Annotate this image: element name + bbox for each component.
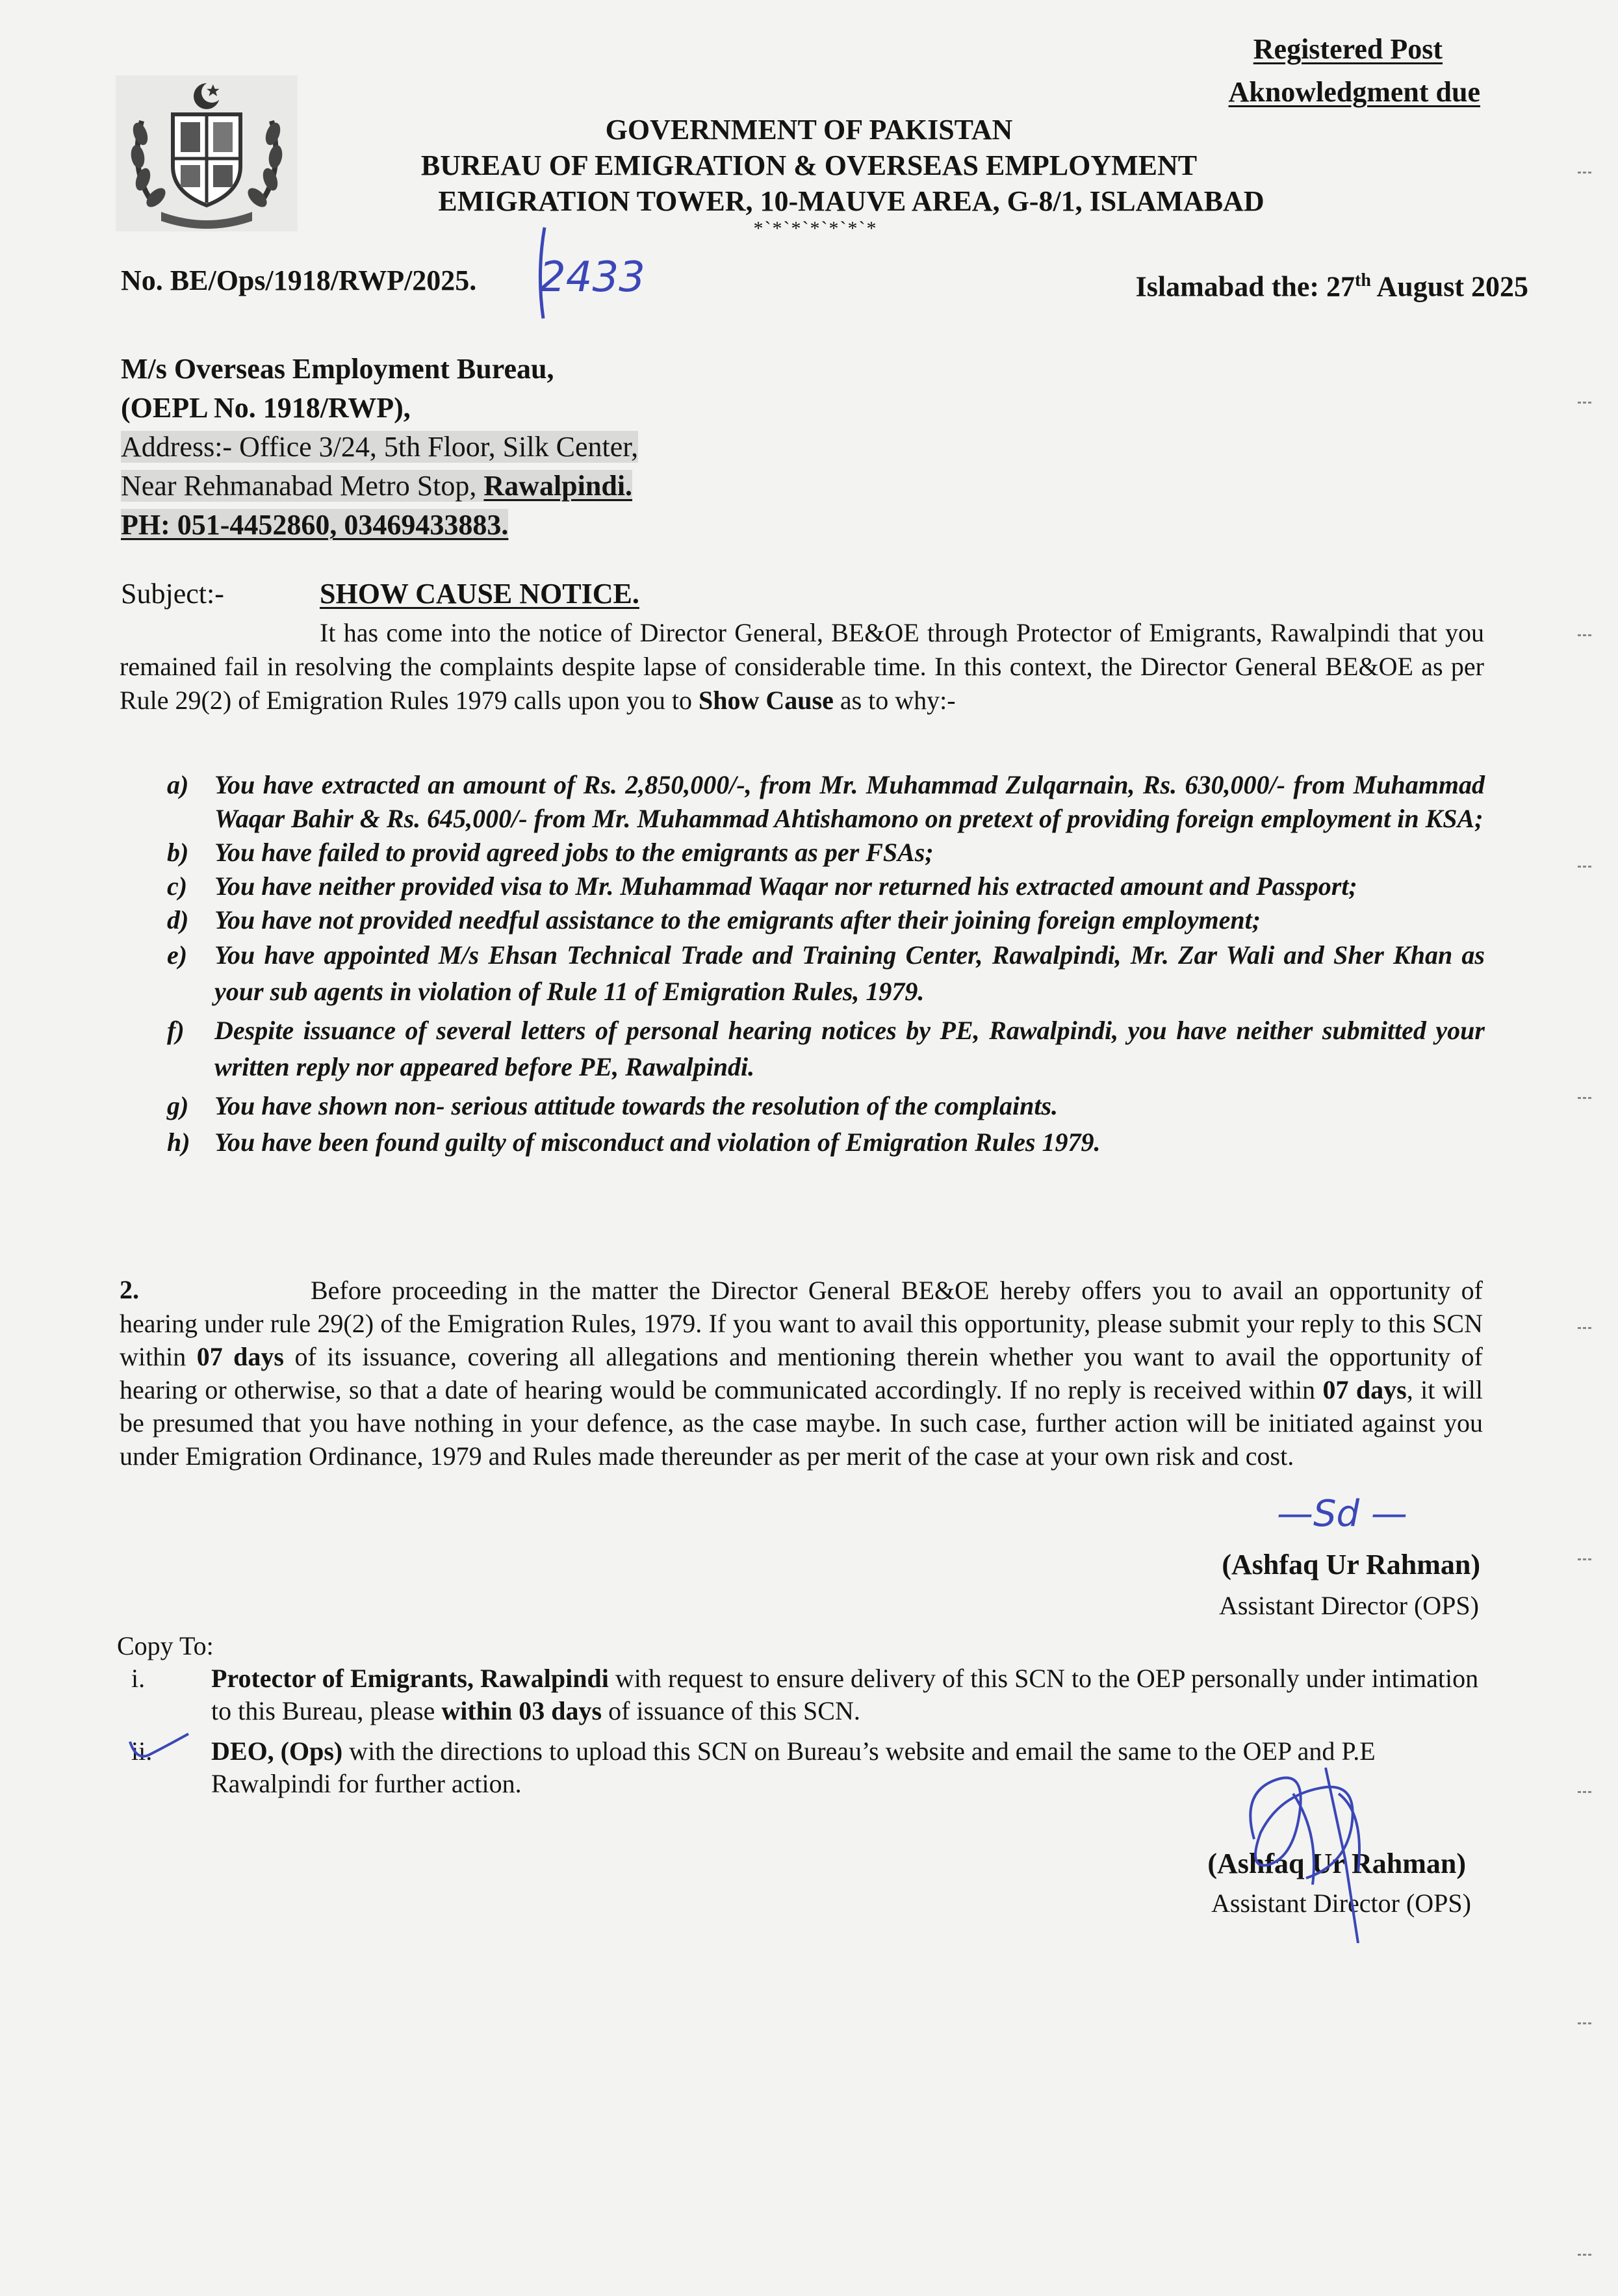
copy-recipient: ii. DEO, (Ops) with the directions to upload this SCN on Bureau’s website and email the same to the OEP and P.E Rawalpindi for further action.: [131, 1736, 1376, 1798]
letterhead-line3: EMIGRATION TOWER, 10-MAUVE AREA, G-8/1, ISLAMABAD: [438, 185, 1265, 217]
scan-edge-mark: [1578, 1552, 1600, 1556]
charge-item: a) You have extracted an amount of Rs. 2,850,000/-, from Mr. Muhammad Zulqarnain, Rs. 630,000/- from Muhammad Waqar Bahir & Rs. 645,000/- from Mr. Muhammad Ahtishamono on pretext of providing foreign employment in KSA;: [167, 770, 1485, 833]
handwritten-tick-mark: [123, 1729, 201, 1768]
charge-item: d) You have not provided needful assistance to the emigrants after their joining foreign employment;: [167, 905, 1261, 935]
scan-edge-mark: [1578, 1785, 1600, 1788]
charge-item: f) Despite issuance of several letters of personal hearing notices by PE, Rawalpindi, you have neither submitted your written reply nor appeared before PE, Rawalpindi.: [167, 1016, 1485, 1081]
letterhead-line1: GOVERNMENT OF PAKISTAN: [605, 114, 1013, 146]
scan-edge-mark: [1578, 1321, 1600, 1324]
charge-item: b) You have failed to provid agreed jobs to the emigrants as per FSAs;: [167, 838, 934, 867]
addressee-block: [121, 351, 901, 543]
copy-to-label: Copy To:: [117, 1631, 214, 1660]
letterhead: [0, 112, 1618, 239]
signatory-2-name: (Ashfaq Ur Rahman): [1207, 1848, 1466, 1879]
scan-edge-mark: [1578, 628, 1600, 632]
letterhead-line2: BUREAU OF EMIGRATION & OVERSEAS EMPLOYMENT: [420, 149, 1198, 181]
scan-edge-mark: [1578, 2016, 1600, 2020]
acknowledgment-due: Aknowledgment due: [1228, 76, 1480, 108]
subject-title: SHOW CAUSE NOTICE.: [320, 578, 639, 610]
charge-item: c) You have neither provided visa to Mr. Muhammad Waqar nor returned his extracted amount and Passport;: [167, 871, 1357, 901]
addressee-city: Rawalpindi.: [483, 470, 633, 502]
charge-item: e) You have appointed M/s Ehsan Technical Trade and Training Center, Rawalpindi, Mr. Zar Wali and Sher Khan as your sub agents in violation of Rule 11 of Emigration Rules, 1979.: [167, 940, 1485, 1006]
addressee-address-line2: Near Rehmanabad Metro Stop,: [121, 470, 484, 502]
paragraph-2-number: 2.: [120, 1275, 139, 1304]
letterhead-separator: *`*`*`*`*`*`*: [753, 218, 878, 239]
signatory-title: Assistant Director (OPS): [1219, 1591, 1479, 1620]
addressee-license: (OEPL No. 1918/RWP),: [121, 392, 411, 424]
charge-item: g) You have shown non- serious attitude towards the resolution of the complaints.: [167, 1091, 1059, 1120]
intro-paragraph: It has come into the notice of Director General, BE&OE through Protector of Emigrants, Rawalpindi that you remained fail in resolving the complaints despite lapse of considerable time. In this context, the Director General BE&OE as per Rule 29(2) of Emigration Rules 1979 calls upon you to Show Cause as to why:-: [120, 618, 1484, 715]
scan-edge-mark: [1578, 395, 1600, 399]
signature: [1228, 1755, 1397, 1943]
scan-edge-mark: [1578, 165, 1600, 169]
subject-label: Subject:-: [121, 578, 224, 610]
signatory-name: (Ashfaq Ur Rahman): [1222, 1549, 1480, 1580]
charges-list: [120, 768, 1485, 1161]
copy-recipient: i. Protector of Emigrants, Rawalpindi with request to ensure delivery of this SCN to the OEP personally under intimation to this Bureau, please within 03 days of issuance of this SCN.: [131, 1664, 1479, 1725]
addressee-phone: PH: 051-4452860, 03469433883.: [121, 509, 509, 541]
addressee-address-line1: Address:- Office 3/24, 5th Floor, Silk Center,: [121, 431, 639, 463]
scan-edge-mark: [1578, 859, 1600, 863]
scan-edge-mark: [1578, 1090, 1600, 1094]
letter-date: Islamabad the: 27th August 2025: [1135, 270, 1528, 303]
paragraph-2: Before proceeding in the matter the Director General BE&OE hereby offers you to avail an opportunity of hearing under rule 29(2) of the Emigration Rules, 1979. If you want to avail this opportunity, please submit your reply to this SCN within 07 days of its issuance, covering all allegations and mentioning therein whether you want to avail the opportunity of hearing or otherwise, so that a date of hearing would be communicated accordingly. If no reply is received within 07 days, it will be presumed that you have nothing in your defence, as the case maybe. In such case, further action will be initiated against you under Emigration Ordinance, 1979 and Rules made thereunder as per merit of the case at your own risk and cost.: [120, 1276, 1483, 1471]
signatory-2-title: Assistant Director (OPS): [1211, 1889, 1471, 1918]
registered-post: Registered Post: [1253, 33, 1443, 65]
handwritten-number: 2433: [539, 253, 645, 302]
scan-edge-mark: [1578, 2247, 1600, 2251]
sd-handwritten-mark: —Sd —: [1277, 1493, 1407, 1535]
addressee-name: M/s Overseas Employment Bureau,: [121, 353, 554, 385]
reference-number: No. BE/Ops/1918/RWP/2025.: [121, 264, 477, 296]
charge-item: h) You have been found guilty of misconduct and violation of Emigration Rules 1979.: [167, 1128, 1101, 1157]
